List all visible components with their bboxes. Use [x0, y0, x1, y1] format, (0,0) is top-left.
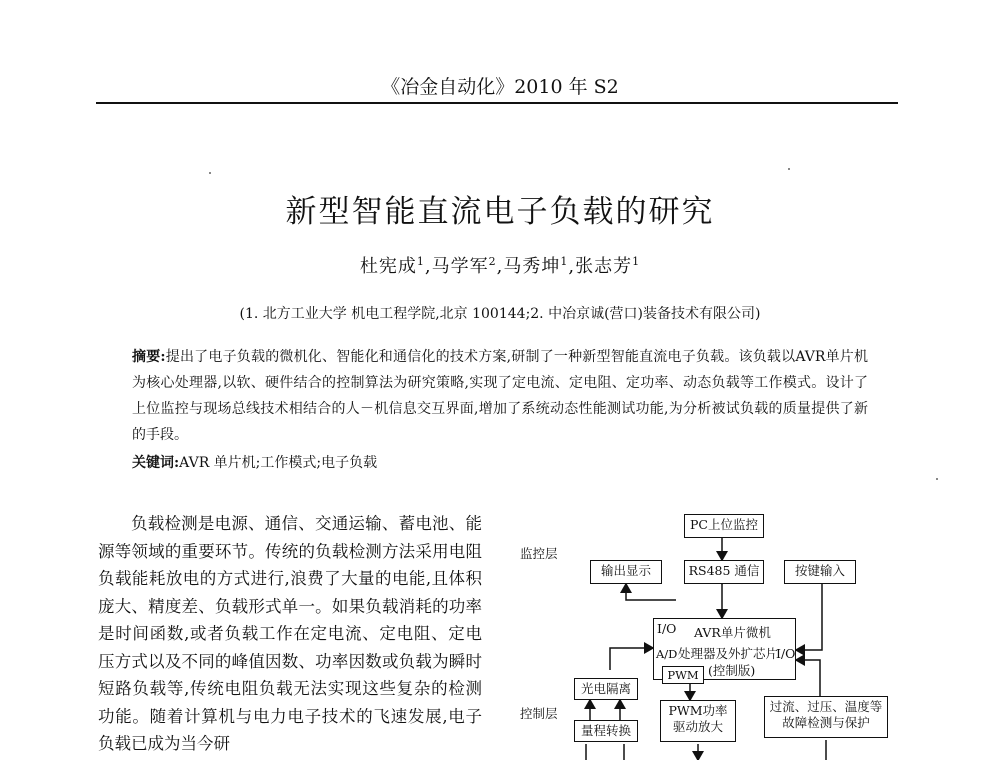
author-affiliation-mark: 1 [560, 255, 569, 268]
author-affiliation-mark: 1 [632, 255, 641, 268]
layer-label-control: 控制层 [520, 706, 558, 721]
key-input-box: 按键输入 [784, 560, 856, 584]
output-display-box: 输出显示 [590, 560, 662, 584]
layer-label-monitor: 监控层 [520, 546, 558, 561]
protect-line-1: 过流、过压、温度等 [769, 699, 883, 714]
range-switch-box: 量程转换 [574, 720, 638, 742]
rs485-box: RS485 通信 [684, 560, 764, 584]
abstract [132, 344, 868, 448]
mcu-io-left: I/O [657, 621, 677, 636]
author-affiliation-mark: 2 [488, 255, 497, 268]
pwm-amplifier-box [660, 700, 736, 742]
mcu-line-3: (控制版) [708, 663, 756, 678]
body-paragraph: 负载检测是电源、通信、交通运输、蓄电池、能源等领域的重要环节。传统的负载检测方法采用电阻负载能耗放电的方式进行,浪费了大量的电能,且体积庞大、精度差、负载形式单一。如果负载消耗的功率是时间函数,或者负载工作在定电流、定电阻、定电压方式以及不同的峰值因数、功率因数或负载为瞬时短路负载等,传统电阻负载无法实现这些复杂的检测功能。随着计算机与电力电子技术的飞速发展,电子负载已成为当今研 [98, 514, 482, 753]
mcu-ad: A/D [656, 647, 678, 661]
pwm-amp-line-1: PWM功率 [668, 703, 728, 718]
pc-monitor-box: PC上位监控 [684, 514, 764, 538]
opto-isolation-box: 光电隔离 [574, 678, 638, 700]
scan-speck [936, 478, 938, 480]
mcu-pwm: PWM [662, 666, 704, 684]
author-name: 张志芳 [575, 256, 633, 277]
protect-line-2: 故障检测与保护 [782, 714, 870, 730]
mcu-io-right: I/O [776, 646, 796, 661]
header-rule [96, 102, 898, 104]
journal-header: 《冶金自动化》2010 年 S2 [381, 76, 619, 98]
pwm-amp-line-2: 驱动放大 [672, 718, 723, 734]
scan-speck [788, 168, 790, 170]
paper-title: 新型智能直流电子负载的研究 [285, 194, 715, 230]
author-list: 杜宪成$^1$,马学军$^2$,马秀坤$^1$,张志芳$^1$ [359, 255, 641, 277]
abstract-label: 摘要: [132, 349, 166, 365]
author-name: 马秀坤 [503, 256, 561, 277]
scan-speck [209, 172, 211, 174]
keywords [132, 452, 377, 472]
author-name: 马学军 [431, 256, 489, 277]
abstract-text: 提出了电子负载的微机化、智能化和通信化的技术方案,研制了一种新型智能直流电子负载。该负载以AVR单片机为核心处理器,以软、硬件结合的控制算法为研究策略,实现了定电流、定电阻、定功率、动态负载等工作模式。设计了上位监控与现场总线技术相结合的人－机信息交互界面,增加了系统动态性能测试功能,为分析被试负载的质量提供了新的手段。 [132, 349, 868, 443]
keywords-label: 关键词: [132, 455, 180, 471]
mcu-line-2: 处理器及外扩芯片 [678, 646, 779, 661]
author-affiliation-mark: 1 [416, 255, 425, 268]
fault-protection-box [764, 696, 888, 738]
system-block-diagram [500, 500, 900, 760]
author-name: 杜宪成 [359, 256, 417, 277]
mcu-line-1: AVR单片微机 [694, 625, 771, 640]
keywords-text: AVR 单片机;工作模式;电子负载 [179, 455, 378, 471]
affiliations: (1. 北方工业大学 机电工程学院,北京 100144;2. 中冶京诚(营口)装备技术有限公司) [239, 306, 761, 322]
